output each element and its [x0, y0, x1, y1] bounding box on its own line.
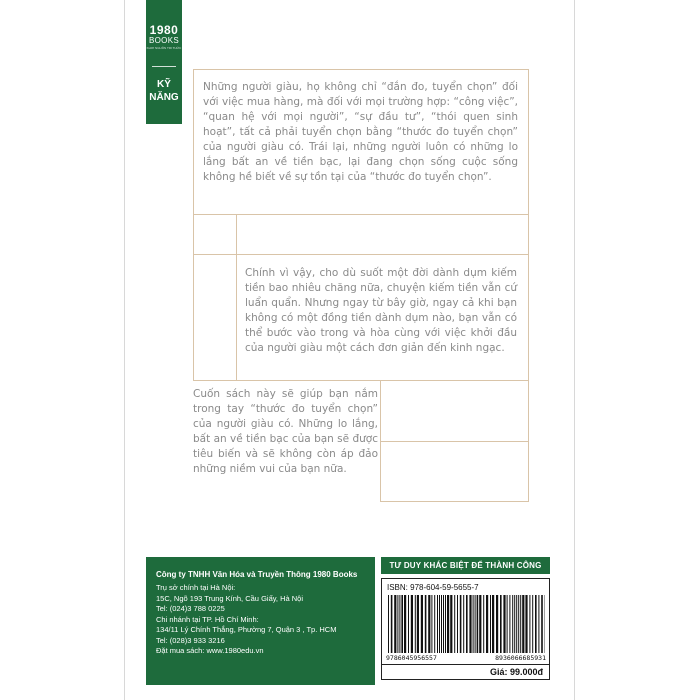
barcode-bar [509, 595, 510, 653]
barcode-bar [434, 595, 435, 653]
barcode-bar [512, 595, 513, 653]
price-divider [382, 664, 549, 665]
barcode-bar [431, 595, 432, 653]
barcode-bar [535, 595, 537, 653]
barcode-bar [463, 595, 464, 653]
barcode-bar [425, 595, 427, 653]
category-line-2: NĂNG [149, 92, 179, 103]
barcode-bar [486, 595, 488, 653]
slogan-banner: TƯ DUY KHÁC BIỆT ĐỂ THÀNH CÔNG [381, 557, 550, 574]
barcode-bar [457, 595, 458, 653]
frame-left-upper [193, 69, 194, 381]
frame-rule-1 [193, 214, 529, 215]
branch-label: Chi nhánh tại TP. Hồ Chí Minh: [156, 614, 259, 624]
barcode-bar [492, 595, 494, 653]
barcode-bar [437, 595, 438, 653]
barcode-bar [445, 595, 446, 653]
barcode-box [381, 578, 550, 680]
company-name: Công ty TNHH Văn Hóa và Truyền Thông 1980 Books [156, 570, 358, 579]
barcode-bar [514, 595, 515, 653]
frame-inner-vertical [236, 214, 237, 381]
barcode-bar [479, 595, 481, 653]
barcode-bar [460, 595, 462, 653]
paragraph-3: Cuốn sách này sẽ giúp bạn nắm trong tay “thước đo tuyển chọn” của người giàu có. Những lo lắng, bất an về tiền bạc của bạn sẽ được tiêu biến và sẽ không còn áp đảo những niềm vui của bạn nữa. [193, 388, 378, 475]
barcode-bar [450, 595, 452, 653]
hq-phone: Tel: (024)3 788 0225 [156, 604, 225, 613]
barcode-bar [391, 595, 393, 653]
frame-top [193, 69, 529, 70]
branch-phone: Tel: (028)3 933 3216 [156, 635, 225, 645]
barcode-bar [466, 595, 468, 653]
barcode-bar [525, 595, 527, 653]
barcode-bar [475, 595, 476, 653]
isbn-text: ISBN: 978-604-59-5655-7 [387, 583, 479, 592]
paragraph-1: Những người giàu, họ không chỉ “đắn đo, tuyển chọn” đối với việc mua hàng, mà đối với mọi trường hợp: “công việc”, “quan hệ với mọi người”, “sự đầu tư”, “thói quen sinh hoạt”, tất cả phải tuyển chọn bằng “thước đo tuyển chọn” của người giàu có. Trái lại, những người luôn có những lo lắng bất an về tiền bạc, lại đang chọn sống cuộc sống không hề biết về sự tồn tại của “thước đo tuyển chọn”. [203, 81, 518, 183]
barcode-bar [417, 595, 419, 653]
barcode-bar [411, 595, 413, 653]
barcode-bar [447, 595, 449, 653]
barcode-bar [473, 595, 474, 653]
barcode-bar [503, 595, 505, 653]
barcode-bar [532, 595, 533, 653]
barcode-bar [538, 595, 539, 653]
barcode-bar [518, 595, 519, 653]
barcode-digits-right: 8936066685931 [495, 654, 546, 662]
barcode-bar [401, 595, 403, 653]
logo-tagline: KHƠI NGUỒN TRI THỨC [146, 46, 182, 50]
category-label [146, 78, 182, 104]
paragraph-2: Chính vì vậy, cho dù suốt một đời dành dụm kiếm tiền bao nhiêu chăng nữa, chuyện kiếm tiền vẫn cứ luẩn quẩn. Nhưng ngay từ bây giờ, ngay cả khi bạn không có một đồng tiền dành dụm nào, bạn vẫn có thể bước vào trong và hòa cùng với việc khởi đầu của người giàu một cách đơn giản đến kinh ngạc. [245, 267, 517, 354]
barcode-digits-left: 9786045956557 [386, 654, 437, 662]
barcode-icon [388, 595, 545, 653]
barcode-bar [439, 595, 440, 653]
barcode-bar [394, 595, 396, 653]
barcode-bar [443, 595, 444, 653]
price-label: Giá: 99.000đ [489, 667, 543, 677]
barcode-bar [500, 595, 502, 653]
barcode-bar [541, 595, 543, 653]
frame-bottom [380, 501, 529, 502]
barcode-bar [520, 595, 521, 653]
barcode-bar [421, 595, 423, 653]
publisher-addresses [156, 583, 336, 657]
category-line-1: KỸ [157, 79, 171, 90]
barcode-bar [454, 595, 455, 653]
logo-number: 1980 [149, 23, 179, 37]
branch-address: 134/11 Lý Chính Thắng, Phường 7, Quận 3 , Tp. HCM [156, 625, 337, 634]
frame-rule-2 [193, 254, 529, 255]
frame-rule-4 [380, 441, 529, 442]
barcode-bar [415, 595, 416, 653]
publisher-logo [146, 24, 182, 50]
barcode-bar [399, 595, 400, 653]
frame-right [528, 69, 529, 502]
barcode-bar [516, 595, 517, 653]
barcode-digits [386, 654, 546, 662]
barcode-bar [496, 595, 498, 653]
brand-divider [152, 66, 176, 67]
barcode-bar [404, 595, 406, 653]
barcode-bar [428, 595, 430, 653]
barcode-bar [490, 595, 491, 653]
barcode-bar [397, 595, 398, 653]
barcode-bar [388, 595, 389, 653]
logo-word: BOOKS [149, 36, 179, 45]
barcode-bar [507, 595, 508, 653]
brand-strip [146, 0, 182, 124]
barcode-bar [469, 595, 471, 653]
order-website: Đặt mua sách: www.1980edu.vn [156, 646, 264, 655]
barcode-bar [529, 595, 530, 653]
barcode-bar [408, 595, 409, 653]
barcode-bar [483, 595, 484, 653]
hq-label: Trụ sở chính tại Hà Nội: [156, 583, 236, 592]
frame-rule-3 [193, 380, 529, 381]
barcode-bar [522, 595, 524, 653]
barcode-bar [441, 595, 442, 653]
hq-address: 15C, Ngõ 193 Trung Kính, Cầu Giấy, Hà Nội [156, 593, 304, 603]
barcode-bar [477, 595, 479, 653]
publisher-info-panel [146, 557, 375, 685]
